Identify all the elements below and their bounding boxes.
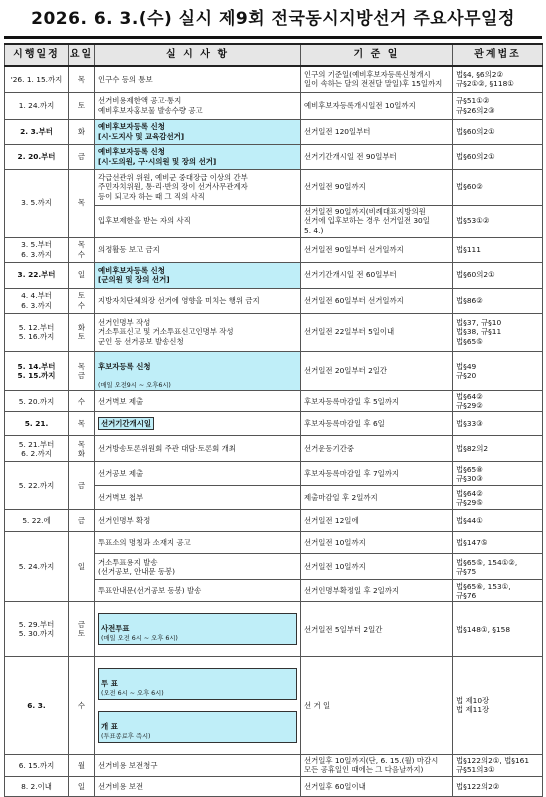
date-cell: 5. 21. [5,412,69,436]
law-cell: 법§86② [453,288,543,313]
law-cell: 법 제10장 법 제11장 [453,657,543,755]
day-cell: 일 [69,532,95,602]
count-highlight [98,711,297,743]
table-row [5,313,543,351]
task-cell: 선거비용제한액 공고·통지 예비후보자홍보물 발송수량 공고 [95,92,301,119]
table-row [5,262,543,288]
day-cell: 화 [69,119,95,144]
basis-cell: 선거일전 5일부터 2일간 [301,602,453,657]
day-cell: 금 [69,510,95,532]
table-row [5,412,543,436]
table-row [5,391,543,412]
date-cell: 5. 22.까지 [5,462,69,510]
schedule-table [4,43,543,797]
law-cell: 법§60② [453,169,543,205]
header-law: 관계법조 [453,44,543,66]
law-cell: 법§44① [453,510,543,532]
date-cell: 4. 4.부터 6. 3.까지 [5,288,69,313]
task-label: 후보자등록 신청 [98,361,151,371]
day-cell: 화 토 [69,313,95,351]
table-row [5,510,543,532]
law-cell: 법§148①, §158 [453,602,543,657]
task-cell: 의정활동 보고 금지 [95,237,301,262]
law-cell: 법§37, 규§10 법§38, 규§11 법§65⑤ [453,313,543,351]
date-cell: 6. 15.까지 [5,754,69,776]
basis-cell: 제출마감일 후 2일까지 [301,486,453,510]
task-cell-highlight: 예비후보자등록 신청 [시·도의원, 구·시의원 및 장의 선거] [95,144,301,169]
law-cell: 법§122의2② [453,776,543,796]
header-day: 요일 [69,44,95,66]
date-cell: 5. 22.에 [5,510,69,532]
law-cell: 법§65⑧ 규§30③ [453,462,543,486]
basis-cell: 후보자등록마감일 후 5일까지 [301,391,453,412]
task-cell: 선거방송토론위원회 주관 대담·토론회 개최 [95,436,301,462]
date-cell: 2. 20.부터 [5,144,69,169]
header-basis: 기 준 일 [301,44,453,66]
task-hours: (매일 오전 6시 ~ 오후 6시) [101,635,178,643]
task-cell: 선거비용 보전 [95,776,301,796]
task-cell: 인구수 등의 통보 [95,66,301,92]
table-row [5,436,543,462]
day-cell: 목 화 [69,436,95,462]
date-cell: 5. 20.까지 [5,391,69,412]
basis-cell: 선거일전 90일까지(비례대표지방의원 선거에 입후보하는 경우 선거일전 30일 5. 4.) [301,205,453,237]
task-cell-highlight: 예비후보자등록 신청 [군의원 및 장의 선거] [95,262,301,288]
page-title: 2026. 6. 3.(수) 실시 제9회 전국동시지방선거 주요사무일정 [31,9,515,29]
law-cell: 법§49 규§20 [453,351,543,391]
task-cell: 각급선관위 위원, 예비군 중대장급 이상의 간부 주민자치위원, 통·리·반의 장이 선거사무관계자 등이 되고자 하는 때 그 직의 사직 [95,169,301,205]
task-cell-highlight [95,351,301,391]
vote-hours: (오전 6시 ~ 오후 6시) [101,690,164,698]
date-cell: 5. 12.부터 5. 16.까지 [5,313,69,351]
law-cell: 법§60의2① [453,144,543,169]
table-row [5,462,543,486]
basis-cell: 선거운동기간중 [301,436,453,462]
date-cell: 8. 2.이내 [5,776,69,796]
day-cell: 목 금 [69,351,95,391]
law-cell: 법§33③ [453,412,543,436]
law-cell: 법§64② 규§29⑤ [453,486,543,510]
basis-cell: 인구의 기준일(예비후보자등록신청개시 일이 속하는 달의 전전달 말일)후 15일까지 [301,66,453,92]
basis-cell: 선거일전 12일에 [301,510,453,532]
basis-cell: 선거일전 20일부터 2일간 [301,351,453,391]
basis-cell: 선거일전 90일부터 선거일까지 [301,237,453,262]
basis-cell: 선거일전 22일부터 5일이내 [301,313,453,351]
table-row [5,237,543,262]
law-cell: 법§64② 규§29② [453,391,543,412]
date-cell: 3. 5.까지 [5,169,69,237]
header-task: 실 시 사 항 [95,44,301,66]
task-hours: (매일 오전9시 ~ 오후6시) [98,381,171,389]
law-cell: 법§4, §6의2② 규§2①②, §118① [453,66,543,92]
task-cell: 선거비용 보전청구 [95,754,301,776]
basis-cell: 선거일전 10일까지 [301,554,453,580]
vote-label: 투 표 [101,679,118,689]
table-row [5,66,543,92]
day-cell: 목 [69,169,95,237]
basis-cell: 선거일전 90일까지 [301,169,453,205]
task-cell: 지방자치단체의장 선거에 영향을 미치는 행위 금지 [95,288,301,313]
day-cell: 금 [69,462,95,510]
table-row [5,351,543,391]
date-cell: 3. 5.부터 6. 3.까지 [5,237,69,262]
table-header-row [5,44,543,66]
basis-cell: 선거일후 10일까지(단, 6. 15.(월) 마감시 모든 공휴일인 때에는 그 다음날까지) [301,754,453,776]
law-cell: 법§53①② [453,205,543,237]
table-row [5,288,543,313]
table-row [5,119,543,144]
law-cell: 법§82의2 [453,436,543,462]
task-cell-highlight: 예비후보자등록 신청 [시·도지사 및 교육감선거] [95,119,301,144]
law-cell: 법§111 [453,237,543,262]
task-cell [95,602,301,657]
date-cell: 5. 29.부터 5. 30.까지 [5,602,69,657]
task-label: 사전투표 [101,624,130,634]
count-note: (투표종료후 즉시) [101,732,151,740]
day-cell: 목 [69,66,95,92]
basis-cell: 선거기간개시일 전 60일부터 [301,262,453,288]
task-cell: 거소투표용지 발송 (선거공보, 안내문 동봉) [95,554,301,580]
task-cell [95,412,301,436]
day-cell: 금 [69,144,95,169]
task-cell: 선거벽보 첩부 [95,486,301,510]
basis-cell: 선거일후 60일이내 [301,776,453,796]
day-cell: 수 [69,391,95,412]
table-row [5,144,543,169]
table-row [5,92,543,119]
basis-cell: 선거기간개시일 전 90일부터 [301,144,453,169]
date-cell: '26. 1. 15.까지 [5,66,69,92]
day-cell: 토 수 [69,288,95,313]
day-cell: 수 [69,657,95,755]
law-cell: 법§122의2①, 법§161 규§51의3① [453,754,543,776]
basis-cell: 선 거 일 [301,657,453,755]
basis-cell: 후보자등록마감일 후 6일 [301,412,453,436]
day-cell: 금 토 [69,602,95,657]
law-cell: 법§60의2① [453,119,543,144]
date-cell: 6. 3. [5,657,69,755]
law-cell: 법§65⑥, 153①, 규§76 [453,580,543,602]
header-date: 시행일정 [5,44,69,66]
law-cell: 규§51①② 규§26의2③ [453,92,543,119]
count-label: 개 표 [101,721,118,731]
day-cell: 일 [69,776,95,796]
task-cell [95,657,301,755]
task-cell: 투표안내문(선거공보 동봉) 발송 [95,580,301,602]
law-cell: 법§60의2① [453,262,543,288]
task-cell: 선거인명부 작성 거소투표신고 및 거소투표신고인명부 작성 군인 등 선거공보 발송신청 [95,313,301,351]
task-cell: 선거인명부 확정 [95,510,301,532]
law-cell: 법§65⑤, 154①②, 규§75 [453,554,543,580]
task-highlight: 선거기간개시일 [98,417,154,430]
date-cell: 5. 21.부터 6. 2.까지 [5,436,69,462]
title-divider [4,36,542,39]
date-cell: 3. 22.부터 [5,262,69,288]
table-row [5,776,543,796]
basis-cell: 선거인명부확정일 후 2일까지 [301,580,453,602]
day-cell: 토 [69,92,95,119]
table-row [5,602,543,657]
table-row [5,657,543,755]
date-cell: 2. 3.부터 [5,119,69,144]
basis-cell: 후보자등록마감일 후 7일까지 [301,462,453,486]
task-cell: 입후보제한을 받는 자의 사직 [95,205,301,237]
basis-cell: 선거일전 60일부터 선거일까지 [301,288,453,313]
day-cell: 월 [69,754,95,776]
vote-highlight [98,668,297,700]
day-cell: 목 [69,412,95,436]
date-cell: 5. 24.까지 [5,532,69,602]
table-row [5,169,543,205]
table-row [5,754,543,776]
day-cell: 일 [69,262,95,288]
basis-cell: 선거일전 120일부터 [301,119,453,144]
basis-cell: 예비후보자등록개시일전 10일까지 [301,92,453,119]
law-cell: 법§147⑤ [453,532,543,554]
task-highlight [98,613,297,645]
task-cell: 선거벽보 제출 [95,391,301,412]
table-row [5,532,543,554]
task-cell: 투표소의 명칭과 소재지 공고 [95,532,301,554]
task-cell: 선거공보 제출 [95,462,301,486]
date-cell: 5. 14.부터 5. 15.까지 [5,351,69,391]
date-cell: 1. 24.까지 [5,92,69,119]
basis-cell: 선거일전 10일까지 [301,532,453,554]
day-cell: 목 수 [69,237,95,262]
